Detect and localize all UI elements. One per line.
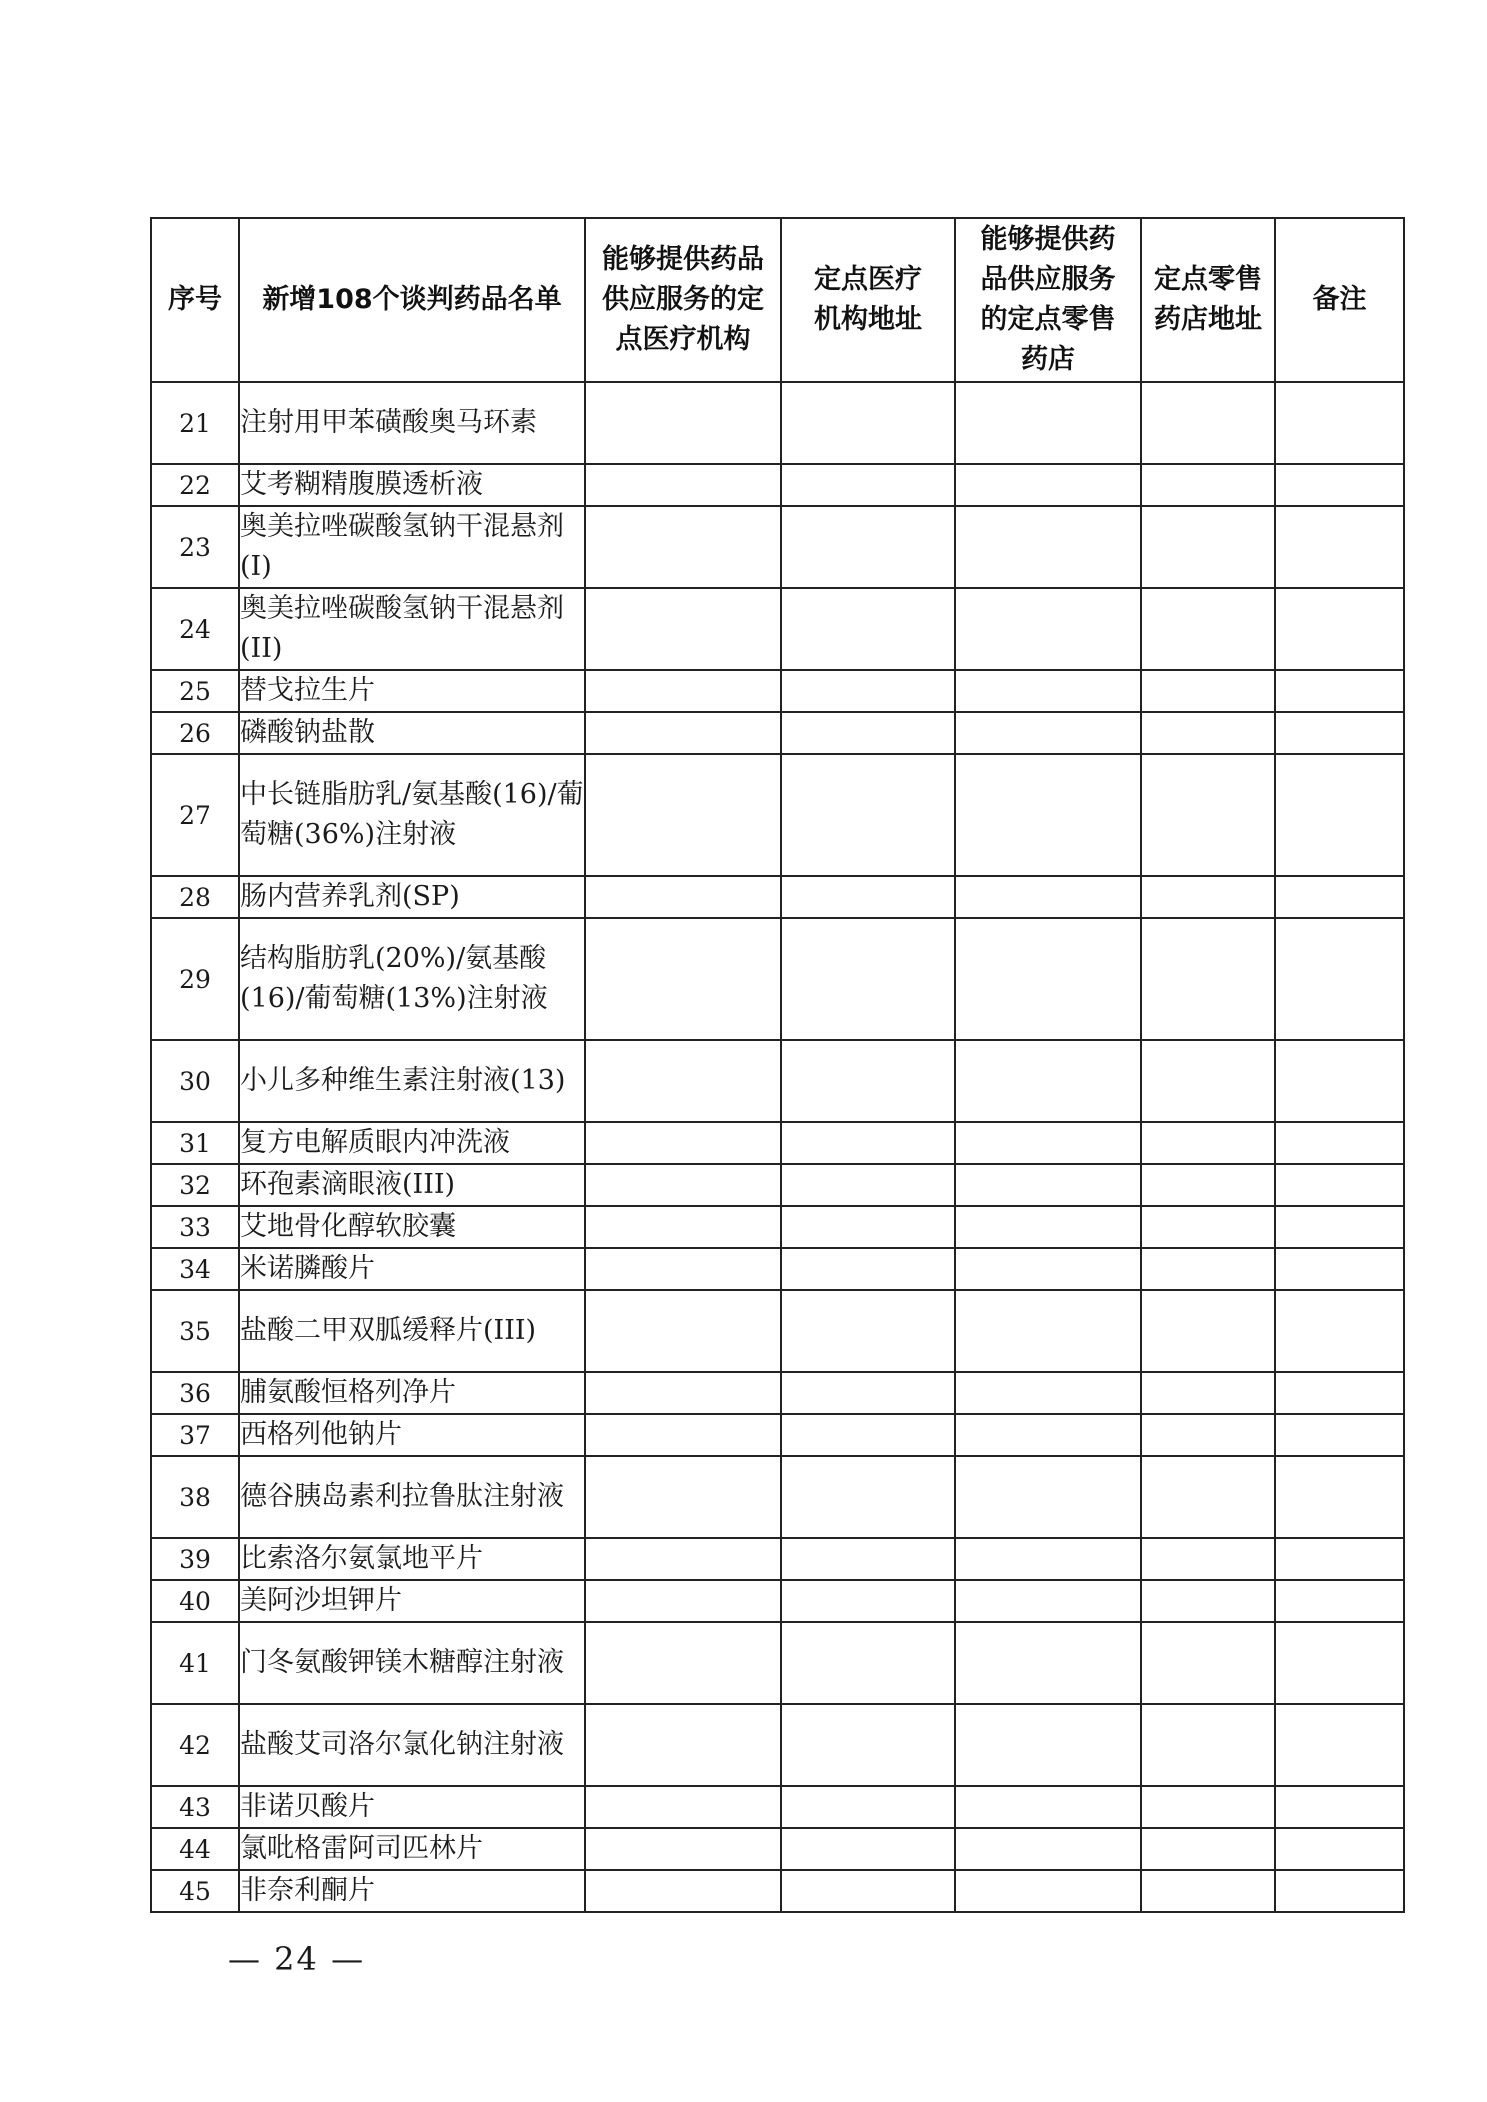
pharmacy-cell xyxy=(955,1122,1141,1164)
row-drug-name: 注射用甲苯磺酸奥马环素 xyxy=(239,382,585,464)
institution-address-cell xyxy=(781,1580,955,1622)
institution-cell xyxy=(585,1164,781,1206)
remarks-cell xyxy=(1275,876,1404,918)
institution-cell xyxy=(585,712,781,754)
table-row xyxy=(151,588,1404,670)
table-row xyxy=(151,1164,1404,1206)
row-drug-name: 西格列他钠片 xyxy=(239,1414,585,1456)
institution-cell xyxy=(585,506,781,588)
row-drug-name: 奥美拉唑碳酸氢钠干混悬剂(II) xyxy=(239,588,585,670)
institution-cell xyxy=(585,918,781,1040)
institution-cell xyxy=(585,754,781,876)
institution-address-cell xyxy=(781,1372,955,1414)
remarks-cell xyxy=(1275,712,1404,754)
row-serial: 28 xyxy=(151,876,239,918)
institution-address-cell xyxy=(781,754,955,876)
institution-cell xyxy=(585,1456,781,1538)
remarks-cell xyxy=(1275,1414,1404,1456)
pharmacy-cell xyxy=(955,1414,1141,1456)
institution-address-cell xyxy=(781,1828,955,1870)
row-serial: 41 xyxy=(151,1622,239,1704)
remarks-cell xyxy=(1275,754,1404,876)
pharmacy-cell xyxy=(955,876,1141,918)
institution-cell xyxy=(585,1622,781,1704)
remarks-cell xyxy=(1275,1248,1404,1290)
pharmacy-cell xyxy=(955,1290,1141,1372)
row-drug-name: 门冬氨酸钾镁木糖醇注射液 xyxy=(239,1622,585,1704)
table-row xyxy=(151,918,1404,1040)
institution-cell xyxy=(585,1828,781,1870)
institution-cell xyxy=(585,464,781,506)
institution-address-cell xyxy=(781,1622,955,1704)
row-serial: 44 xyxy=(151,1828,239,1870)
institution-address-cell xyxy=(781,712,955,754)
institution-cell xyxy=(585,1040,781,1122)
pharmacy-address-cell xyxy=(1141,876,1275,918)
table-row xyxy=(151,1290,1404,1372)
pharmacy-address-cell xyxy=(1141,1122,1275,1164)
pharmacy-address-cell xyxy=(1141,1538,1275,1580)
pharmacy-cell xyxy=(955,382,1141,464)
table-row xyxy=(151,754,1404,876)
table-row xyxy=(151,1828,1404,1870)
row-serial: 38 xyxy=(151,1456,239,1538)
row-serial: 36 xyxy=(151,1372,239,1414)
table-row xyxy=(151,1040,1404,1122)
institution-address-cell xyxy=(781,1040,955,1122)
institution-address-cell xyxy=(781,382,955,464)
pharmacy-address-cell xyxy=(1141,1290,1275,1372)
pharmacy-cell xyxy=(955,1704,1141,1786)
institution-address-cell xyxy=(781,1414,955,1456)
pharmacy-address-cell xyxy=(1141,1828,1275,1870)
institution-address-cell xyxy=(781,670,955,712)
row-drug-name: 艾考糊精腹膜透析液 xyxy=(239,464,585,506)
row-drug-name: 非奈利酮片 xyxy=(239,1870,585,1912)
row-serial: 23 xyxy=(151,506,239,588)
institution-cell xyxy=(585,588,781,670)
remarks-cell xyxy=(1275,1622,1404,1704)
row-serial: 21 xyxy=(151,382,239,464)
institution-cell xyxy=(585,1414,781,1456)
pharmacy-cell xyxy=(955,506,1141,588)
table-body xyxy=(151,382,1404,1912)
institution-address-cell xyxy=(781,1786,955,1828)
row-serial: 31 xyxy=(151,1122,239,1164)
table-row xyxy=(151,1456,1404,1538)
pharmacy-address-cell xyxy=(1141,1704,1275,1786)
table-row xyxy=(151,1786,1404,1828)
row-drug-name: 脯氨酸恒格列净片 xyxy=(239,1372,585,1414)
institution-address-cell xyxy=(781,1122,955,1164)
remarks-cell xyxy=(1275,1290,1404,1372)
institution-address-cell xyxy=(781,1290,955,1372)
row-serial: 27 xyxy=(151,754,239,876)
institution-address-cell xyxy=(781,1206,955,1248)
table-row xyxy=(151,1206,1404,1248)
table-row xyxy=(151,1622,1404,1704)
institution-cell xyxy=(585,1206,781,1248)
pharmacy-address-cell xyxy=(1141,1248,1275,1290)
row-drug-name: 米诺膦酸片 xyxy=(239,1248,585,1290)
pharmacy-cell xyxy=(955,918,1141,1040)
pharmacy-address-cell xyxy=(1141,1164,1275,1206)
pharmacy-address-cell xyxy=(1141,1580,1275,1622)
row-drug-name: 小儿多种维生素注射液(13) xyxy=(239,1040,585,1122)
pharmacy-address-cell xyxy=(1141,1456,1275,1538)
remarks-cell xyxy=(1275,1456,1404,1538)
institution-address-cell xyxy=(781,1538,955,1580)
table-row xyxy=(151,1248,1404,1290)
row-drug-name: 德谷胰岛素利拉鲁肽注射液 xyxy=(239,1456,585,1538)
institution-address-cell xyxy=(781,1704,955,1786)
pharmacy-address-cell xyxy=(1141,918,1275,1040)
header-remarks: 备注 xyxy=(1275,218,1404,382)
row-drug-name: 肠内营养乳剂(SP) xyxy=(239,876,585,918)
institution-address-cell xyxy=(781,506,955,588)
institution-cell xyxy=(585,670,781,712)
row-serial: 32 xyxy=(151,1164,239,1206)
row-drug-name: 盐酸二甲双胍缓释片(III) xyxy=(239,1290,585,1372)
remarks-cell xyxy=(1275,918,1404,1040)
pharmacy-cell xyxy=(955,588,1141,670)
pharmacy-address-cell xyxy=(1141,1622,1275,1704)
pharmacy-cell xyxy=(955,1828,1141,1870)
pharmacy-cell xyxy=(955,1538,1141,1580)
pharmacy-address-cell xyxy=(1141,712,1275,754)
table-row xyxy=(151,1580,1404,1622)
row-serial: 35 xyxy=(151,1290,239,1372)
remarks-cell xyxy=(1275,1870,1404,1912)
remarks-cell xyxy=(1275,382,1404,464)
row-drug-name: 中长链脂肪乳/氨基酸(16)/葡萄糖(36%)注射液 xyxy=(239,754,585,876)
institution-address-cell xyxy=(781,1164,955,1206)
pharmacy-address-cell xyxy=(1141,670,1275,712)
row-serial: 26 xyxy=(151,712,239,754)
table-row xyxy=(151,1122,1404,1164)
institution-address-cell xyxy=(781,1248,955,1290)
institution-address-cell xyxy=(781,918,955,1040)
pharmacy-cell xyxy=(955,1372,1141,1414)
table-row xyxy=(151,1372,1404,1414)
remarks-cell xyxy=(1275,1164,1404,1206)
table-row xyxy=(151,876,1404,918)
institution-cell xyxy=(585,1786,781,1828)
pharmacy-address-cell xyxy=(1141,464,1275,506)
pharmacy-cell xyxy=(955,1248,1141,1290)
institution-cell xyxy=(585,1122,781,1164)
pharmacy-cell xyxy=(955,1206,1141,1248)
row-drug-name: 非诺贝酸片 xyxy=(239,1786,585,1828)
institution-cell xyxy=(585,1580,781,1622)
table-row xyxy=(151,712,1404,754)
institution-address-cell xyxy=(781,876,955,918)
institution-cell xyxy=(585,1372,781,1414)
remarks-cell xyxy=(1275,1122,1404,1164)
remarks-cell xyxy=(1275,1704,1404,1786)
institution-cell xyxy=(585,1248,781,1290)
row-serial: 24 xyxy=(151,588,239,670)
table-row xyxy=(151,1704,1404,1786)
institution-cell xyxy=(585,1538,781,1580)
row-serial: 37 xyxy=(151,1414,239,1456)
pharmacy-address-cell xyxy=(1141,1414,1275,1456)
row-serial: 34 xyxy=(151,1248,239,1290)
pharmacy-address-cell xyxy=(1141,1786,1275,1828)
remarks-cell xyxy=(1275,1786,1404,1828)
row-drug-name: 复方电解质眼内冲洗液 xyxy=(239,1122,585,1164)
row-drug-name: 美阿沙坦钾片 xyxy=(239,1580,585,1622)
pharmacy-address-cell xyxy=(1141,1206,1275,1248)
row-serial: 40 xyxy=(151,1580,239,1622)
institution-address-cell xyxy=(781,588,955,670)
institution-cell xyxy=(585,876,781,918)
header-row xyxy=(151,218,1404,382)
table-row xyxy=(151,1870,1404,1912)
institution-cell xyxy=(585,1290,781,1372)
institution-address-cell xyxy=(781,1870,955,1912)
row-drug-name: 结构脂肪乳(20%)/氨基酸(16)/葡萄糖(13%)注射液 xyxy=(239,918,585,1040)
pharmacy-cell xyxy=(955,1622,1141,1704)
pharmacy-address-cell xyxy=(1141,506,1275,588)
pharmacy-cell xyxy=(955,670,1141,712)
pharmacy-address-cell xyxy=(1141,1372,1275,1414)
pharmacy-address-cell xyxy=(1141,754,1275,876)
institution-address-cell xyxy=(781,464,955,506)
row-serial: 45 xyxy=(151,1870,239,1912)
remarks-cell xyxy=(1275,1580,1404,1622)
table-row xyxy=(151,1538,1404,1580)
remarks-cell xyxy=(1275,1040,1404,1122)
row-serial: 25 xyxy=(151,670,239,712)
remarks-cell xyxy=(1275,670,1404,712)
table-row xyxy=(151,670,1404,712)
table-row xyxy=(151,464,1404,506)
row-serial: 39 xyxy=(151,1538,239,1580)
row-serial: 33 xyxy=(151,1206,239,1248)
row-serial: 29 xyxy=(151,918,239,1040)
pharmacy-address-cell xyxy=(1141,1870,1275,1912)
table-row xyxy=(151,1414,1404,1456)
remarks-cell xyxy=(1275,506,1404,588)
header-pharmacy-address: 定点零售药店地址 xyxy=(1141,218,1275,382)
pharmacy-cell xyxy=(955,1870,1141,1912)
remarks-cell xyxy=(1275,464,1404,506)
pharmacy-cell xyxy=(955,1786,1141,1828)
remarks-cell xyxy=(1275,1206,1404,1248)
header-retail-pharmacy: 能够提供药品供应服务的定点零售药店 xyxy=(955,218,1141,382)
remarks-cell xyxy=(1275,1538,1404,1580)
table-row xyxy=(151,506,1404,588)
pharmacy-address-cell xyxy=(1141,382,1275,464)
row-serial: 30 xyxy=(151,1040,239,1122)
pharmacy-cell xyxy=(955,712,1141,754)
row-drug-name: 氯吡格雷阿司匹林片 xyxy=(239,1828,585,1870)
row-serial: 43 xyxy=(151,1786,239,1828)
pharmacy-cell xyxy=(955,1164,1141,1206)
drug-list-table xyxy=(150,217,1405,1913)
header-drug-name: 新增108个谈判药品名单 xyxy=(239,218,585,382)
row-drug-name: 奥美拉唑碳酸氢钠干混悬剂(I) xyxy=(239,506,585,588)
institution-cell xyxy=(585,1870,781,1912)
pharmacy-cell xyxy=(955,1456,1141,1538)
row-drug-name: 比索洛尔氨氯地平片 xyxy=(239,1538,585,1580)
pharmacy-cell xyxy=(955,1040,1141,1122)
row-serial: 22 xyxy=(151,464,239,506)
pharmacy-cell xyxy=(955,464,1141,506)
header-medical-institution: 能够提供药品供应服务的定点医疗机构 xyxy=(585,218,781,382)
pharmacy-address-cell xyxy=(1141,1040,1275,1122)
table-row xyxy=(151,382,1404,464)
row-drug-name: 环孢素滴眼液(III) xyxy=(239,1164,585,1206)
row-serial: 42 xyxy=(151,1704,239,1786)
header-institution-address: 定点医疗机构地址 xyxy=(781,218,955,382)
page-number: — 24 — xyxy=(228,1940,366,1978)
pharmacy-cell xyxy=(955,1580,1141,1622)
pharmacy-cell xyxy=(955,754,1141,876)
row-drug-name: 艾地骨化醇软胶囊 xyxy=(239,1206,585,1248)
institution-address-cell xyxy=(781,1456,955,1538)
institution-cell xyxy=(585,1704,781,1786)
remarks-cell xyxy=(1275,1828,1404,1870)
institution-cell xyxy=(585,382,781,464)
row-drug-name: 磷酸钠盐散 xyxy=(239,712,585,754)
row-drug-name: 替戈拉生片 xyxy=(239,670,585,712)
remarks-cell xyxy=(1275,588,1404,670)
pharmacy-address-cell xyxy=(1141,588,1275,670)
remarks-cell xyxy=(1275,1372,1404,1414)
header-serial: 序号 xyxy=(151,218,239,382)
row-drug-name: 盐酸艾司洛尔氯化钠注射液 xyxy=(239,1704,585,1786)
